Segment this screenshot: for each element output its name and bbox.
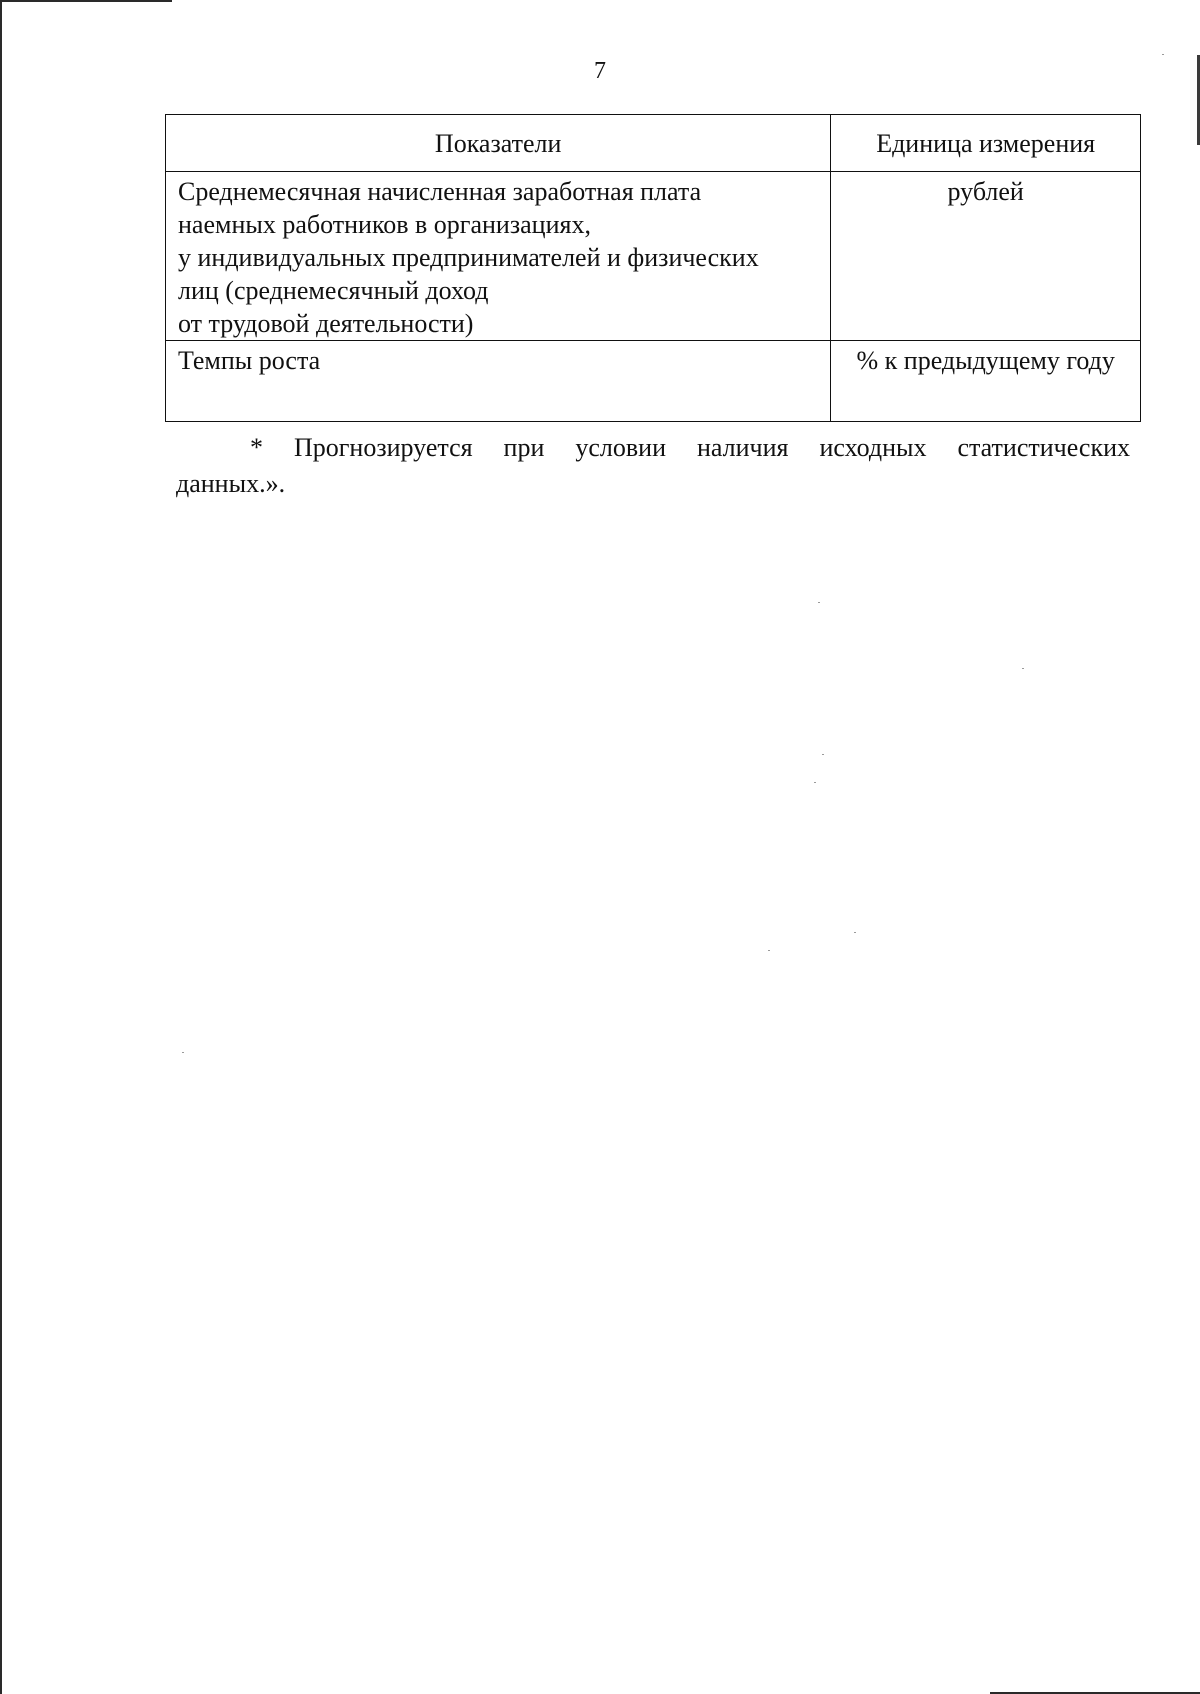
indicator-text-line: Среднемесячная начисленная заработная плата bbox=[178, 177, 702, 206]
scan-speck bbox=[818, 602, 820, 603]
indicator-text-line: наемных работников в организациях, bbox=[178, 210, 591, 239]
indicator-cell bbox=[166, 341, 831, 422]
footnote-line bbox=[176, 430, 1130, 466]
scan-speck bbox=[822, 754, 824, 755]
unit-cell: рублей bbox=[831, 172, 1141, 341]
indicator-text-line: лиц (среднемесячный доход bbox=[178, 276, 489, 305]
scan-speck bbox=[1022, 668, 1024, 669]
footnote bbox=[176, 430, 1130, 502]
footnote-text: * Прогнозируется при условии наличия исходных статистических bbox=[250, 433, 1130, 462]
header-indicators: Показатели bbox=[166, 115, 831, 172]
scan-speck bbox=[768, 950, 770, 951]
indicator-text-line: от трудовой деятельности) bbox=[178, 309, 474, 338]
table-row bbox=[166, 341, 1141, 422]
footnote-line: данных.». bbox=[176, 469, 286, 498]
scan-speck bbox=[814, 782, 816, 783]
table-row bbox=[166, 172, 1141, 341]
table-header-row bbox=[166, 115, 1141, 172]
unit-cell: % к предыдущему году bbox=[831, 341, 1141, 422]
header-unit: Единица измерения bbox=[831, 115, 1141, 172]
scan-speck bbox=[182, 1052, 184, 1053]
scan-border-top bbox=[0, 0, 172, 2]
page-number: 7 bbox=[594, 58, 606, 84]
scan-border-left bbox=[0, 0, 2, 1694]
scan-speck bbox=[1162, 54, 1164, 55]
indicators-table bbox=[165, 114, 1141, 422]
indicator-text-line: Темпы роста bbox=[178, 346, 321, 375]
scan-speck bbox=[854, 932, 856, 933]
indicator-text-line: у индивидуальных предпринимателей и физических bbox=[178, 243, 759, 272]
indicator-cell bbox=[166, 172, 831, 341]
